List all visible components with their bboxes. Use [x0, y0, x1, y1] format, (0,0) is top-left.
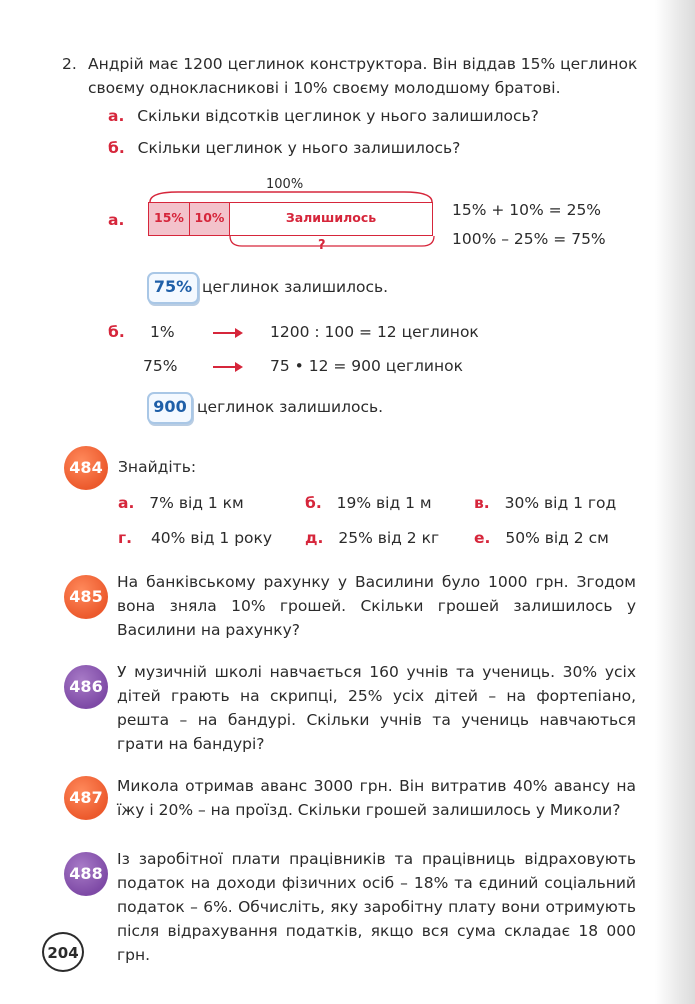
diagram-a-label: а.: [108, 211, 125, 229]
option-label: е.: [474, 529, 491, 547]
part-b-row2-calc: 75 • 12 = 900 цеглинок: [270, 357, 463, 375]
brace-rest-icon: [228, 234, 436, 250]
part-b-row1-calc: 1200 : 100 = 12 цеглинок: [270, 323, 479, 341]
task-487-badge: 487: [64, 776, 108, 820]
option-label: г.: [118, 529, 132, 547]
task-486-badge: 486: [64, 665, 108, 709]
option-text: 19% від 1 м: [336, 494, 432, 512]
task-488-badge: 488: [64, 852, 108, 896]
task-487-text: Микола отримав аванс 3000 грн. Він витратив 40% авансу на їжу і 20% – на проїзд. Скільки грошей залишилось у Миколи?: [117, 777, 636, 819]
option-text: 40% від 1 року: [150, 529, 273, 547]
option-b: [305, 491, 432, 515]
task-484-badge: 484: [64, 446, 108, 490]
task-485-text: На банківському рахунку у Василини було 1000 грн. Згодом вона зняла 10% грошей. Скільки грошей залишилось у Василини на рахунку?: [117, 573, 636, 639]
option-v: [474, 491, 616, 515]
segment-15-label: 15%: [154, 210, 184, 225]
equation-sum: 15% + 10% = 25%: [452, 201, 602, 219]
option-label: б.: [305, 494, 322, 512]
diagram-total-label: 100%: [266, 177, 304, 192]
part-b-row1-percent: 1%: [150, 323, 175, 341]
answer-box-b: 900: [147, 392, 193, 424]
task-484-title: Знайдіть:: [118, 458, 197, 476]
page-number: 204: [42, 932, 84, 972]
option-a: [118, 491, 244, 515]
option-label: д.: [305, 529, 324, 547]
question-a-label: а.: [108, 107, 125, 125]
segment-10-label: 10%: [194, 210, 225, 225]
task-2-question-b: [108, 136, 460, 160]
bar-segment-10: [190, 202, 230, 236]
task-485-badge: 485: [64, 575, 108, 619]
task-486-text: У музичній школі навчається 160 учнів та учениць. 30% усіх дітей грають на скрипці, 25% усіх дітей – на фортепіано, решта – на бандурі. Скільки учнів та учениць навчаються грати на бандурі?: [117, 663, 636, 753]
question-a-text: Скільки відсотків цеглинок у нього залишилось?: [137, 107, 539, 125]
diagram-question-mark: ?: [318, 238, 326, 253]
option-g: [118, 526, 272, 550]
question-b-label: б.: [108, 139, 125, 157]
bar-segment-15: [148, 202, 190, 236]
option-label: в.: [474, 494, 490, 512]
option-text: 50% від 2 см: [505, 529, 609, 547]
option-text: 7% від 1 км: [149, 494, 244, 512]
equation-difference: 100% – 25% = 75%: [452, 230, 606, 248]
part-b-row2-percent: 75%: [143, 357, 178, 375]
arrow-right-icon: [213, 361, 243, 373]
option-text: 30% від 1 год: [504, 494, 617, 512]
task-2-text: Андрій має 1200 цеглинок конструктора. Він віддав 15% цеглинок своєму однокласникові і 10% своєму молодшому братові.: [88, 55, 638, 97]
bar-segment-rest: [230, 202, 433, 236]
answer-a-text: цеглинок залишилось.: [202, 278, 389, 296]
option-text: 25% від 2 кг: [338, 529, 440, 547]
task-488-text: Із заробітної плати працівників та працівниць відраховують податок на доходи фізичних осіб – 18% та єдиний соціальний податок – 6%. Обчисліть, яку заробітну плату вони отримують після відрахування податків, якщо вся сума складає 18 000 грн.: [117, 850, 636, 964]
answer-box-a: 75%: [147, 272, 199, 304]
option-label: а.: [118, 494, 135, 512]
task-2-number: 2.: [62, 55, 77, 73]
part-b-label: б.: [108, 323, 125, 341]
answer-b-text: цеглинок залишилось.: [197, 398, 384, 416]
task-2-question-a: [108, 104, 539, 128]
option-e: [474, 526, 609, 550]
page-edge-shadow: [655, 0, 695, 1004]
arrow-right-icon: [213, 327, 243, 339]
question-b-text: Скільки цеглинок у нього залишилось?: [137, 139, 461, 157]
segment-rest-label: Залишилось: [285, 210, 377, 225]
option-d: [305, 526, 439, 550]
